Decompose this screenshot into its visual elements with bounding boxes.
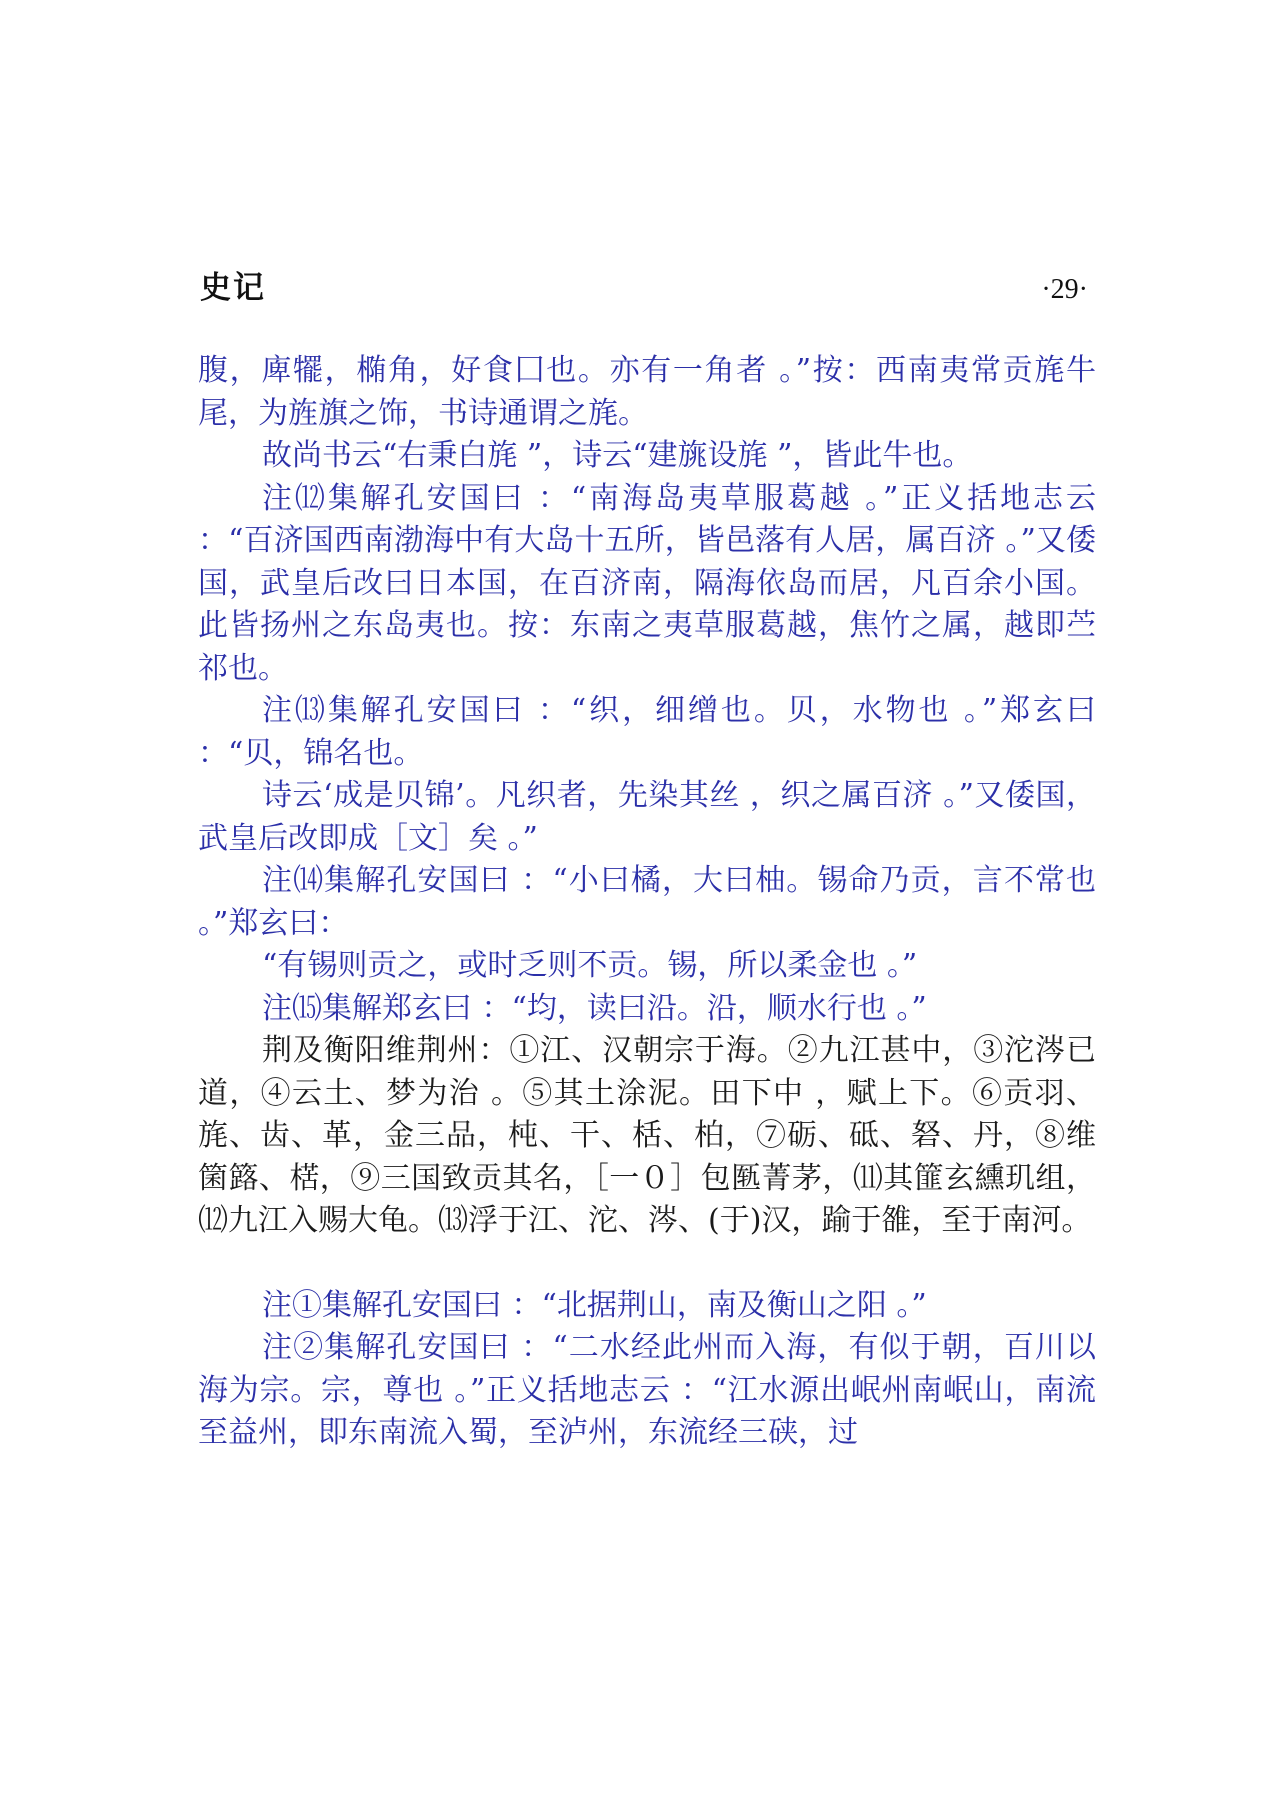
annotation-paragraph: 注⒀集解孔安国曰 ：“织，细缯也。贝，水物也 。”郑玄曰 ：“贝，锦名也。 bbox=[198, 693, 1096, 771]
body-text bbox=[198, 350, 1096, 1455]
paragraph: 诗云‘成是贝锦’。凡织者，先染其丝 ，织之属百济 。”又倭国，武皇后改即成［文］矣 。” bbox=[198, 778, 1096, 856]
main-text-paragraph: 荆及衡阳维荆州：①江、汉朝宗于海。②九江甚中，③沱涔已道，④云土、梦为治 。⑤其土涂泥。田下中 ，赋上下。⑥贡羽、旄、齿、革，金三品，杶、干、栝、柏，⑦砺、砥、砮、丹，⑧维箘簬、楛，⑨三国致贡其名，［一０］包匦菁茅，⑾其篚玄纁玑组，⑿九江入赐大龟。⒀浮于江、沱、涔、(于)汉，踰于雒，至于南河。 bbox=[198, 1033, 1096, 1238]
running-title: 史记 bbox=[200, 270, 266, 306]
annotation-paragraph: 注⒂集解郑玄曰 ：“均，读曰沿。沿，顺水行也 。” bbox=[262, 990, 927, 1026]
annotation-paragraph: 注①集解孔安国曰 ：“北据荆山，南及衡山之阳 。” bbox=[262, 1287, 927, 1323]
paragraph: “有锡则贡之，或时乏则不贡。锡，所以柔金也 。” bbox=[262, 948, 918, 983]
paragraph: 腹，庳犤，椭角，好食囗也。亦有一角者 。”按：西南夷常贡旄牛尾，为旌旗之饰，书诗通谓之旄。 bbox=[198, 353, 1096, 431]
paragraph: 故尚书云“右秉白旄 ”，诗云“建旐设旄 ”，皆此牛也。 bbox=[262, 438, 973, 473]
annotation-paragraph: 注②集解孔安国曰 ：“二水经此州而入海，有似于朝，百川以海为宗。宗，尊也 。”正义括地志云 ：“江水源出岷州南岷山，南流至益州，即东南流入蜀，至泸州，东流经三硖，过 bbox=[198, 1330, 1096, 1450]
page-number: ·29· bbox=[1041, 274, 1088, 305]
annotation-paragraph: 注⑿集解孔安国曰 ：“南海岛夷草服葛越 。”正义括地志云 ：“百济国西南渤海中有大岛十五所，皆邑落有人居，属百济 。”又倭国，武皇后改曰日本国，在百济南，隔海依岛而居，凡百余小国。此皆扬州之东岛夷也。按：东南之夷草服葛越，焦竹之属，越即苎祁也。 bbox=[198, 480, 1096, 686]
annotation-paragraph: 注⒁集解孔安国曰 ：“小曰橘，大曰柚。锡命乃贡，言不常也 。”郑玄曰： bbox=[198, 863, 1096, 941]
